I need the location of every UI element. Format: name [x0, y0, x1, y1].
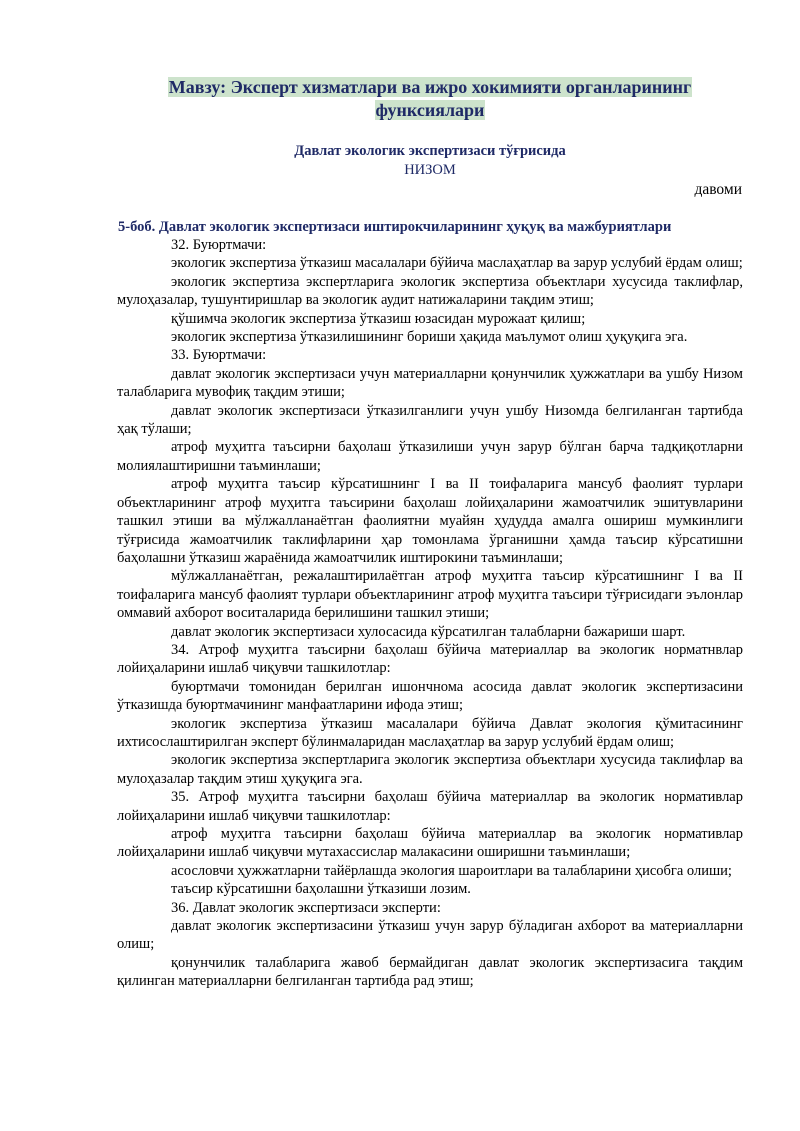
paragraph: давлат экологик экспертизаси учун материалларни қонунчилик ҳужжатлари ва ушбу Низом талабларига мувофиқ тақдим этиши; — [117, 365, 743, 401]
page-title — [60, 76, 800, 122]
paragraph: қўшимча экологик экспертиза ўтказиш юзасидан мурожаат қилиш; — [171, 310, 586, 327]
paragraph: экологик экспертиза ўтказилишининг бориши ҳақида маълумот олиш ҳуқуқига эга. — [171, 329, 688, 346]
paragraph: 33. Буюртмачи: — [171, 347, 267, 364]
paragraph: экологик экспертиза экспертларига экологик экспертиза объектлари хусусида таклифлар, мулоҳазалар, тушунтиришлар ва экологик аудит натижаларини тақдим этиш; — [117, 273, 743, 309]
title-line-2: функсиялари — [375, 100, 485, 120]
paragraph: қонунчилик талабларига жавоб бермайдиган давлат экологик экспертизасига тақдим қилинган материалларни белгиланган тартибда рад этиш; — [117, 954, 743, 990]
paragraph: 35. Атроф муҳитга таъсирни баҳолаш бўйича материаллар ва экологик нормативлар лойиҳаларини ишлаб чиқувчи ташкилотлар: — [117, 789, 743, 824]
document-body — [117, 236, 743, 991]
paragraph: давлат экологик экспертизасини ўтказиш учун зарур бўладиган ахборот ва материалларни олиш; — [117, 918, 743, 953]
paragraph: 32. Буюртмачи: — [171, 237, 267, 253]
continuation-label: давоми — [694, 181, 742, 198]
paragraph: атроф муҳитга таъсирни баҳолаш бўйича материаллар ва экологик нормативлар лойиҳаларини ишлаб чиқувчи мутахассислар малакасини оширишни таъминлаши; — [117, 826, 743, 861]
chapter-heading: 5-боб. Давлат экологик экспертизаси иштирокчиларининг ҳуқуқ ва мажбуриятлари — [118, 219, 672, 235]
paragraph: асословчи ҳужжатларни тайёрлашда экология шароитлари ва талабларини ҳисобга олиши; — [171, 862, 732, 879]
document-type: НИЗОМ — [404, 162, 456, 178]
paragraph: давлат экологик экспертизаси хулосасида кўрсатилган талабларни бажариши шарт. — [171, 623, 686, 640]
paragraph: таъсир кўрсатишни баҳолашни ўтказиши лозим. — [171, 881, 471, 898]
paragraph: экологик экспертиза ўтказиш масалалари бўйича маслаҳатлар ва зарур услубий ёрдам олиш; — [171, 255, 743, 272]
paragraph: атроф муҳитга таъсир кўрсатишнинг I ва II тоифаларига мансуб фаолият турлари объектларининг атроф муҳитга таъсирини баҳолаш лойиҳаларини жамоатчилик эшитувларини ташкил этиши ва мўлжалланаётган фаолиятни муайян ҳудудда амалга ошириш мумкинлиги тўғрисида жамоатчилик таклифларини ҳар томонлама ўрганишни ҳамда таъсир кўрсатишни баҳолашни ўтказиш жараёнида жамоатчилик иштирокини таъминлаши; — [117, 476, 743, 566]
paragraph: экологик экспертиза ўтказиш масалалари бўйича Давлат экология қўмитасининг ихтисослаштирилган эксперт бўлинмаларидан маслаҳатлар ва зарур услубий ёрдам олиш; — [117, 715, 743, 750]
paragraph: мўлжалланаётган, режалаштирилаётган атроф муҳитга таъсир кўрсатишнинг I ва II тоифаларига мансуб фаолият турлари объектларининг атроф муҳитга таъсири тўғрисидаги эълонлар оммавий ахборот воситаларида берилишини ташкил этиши; — [117, 568, 743, 622]
paragraph: давлат экологик экспертизаси ўтказилганлиги учун ушбу Низомда белгиланган тартибда ҳақ тўлаши; — [117, 402, 743, 438]
paragraph: буюртмачи томонидан берилган ишончнома асосида давлат экологик экспертизасини ўтказишда буюртмачининг манфаатларини ифода этиш; — [117, 678, 743, 714]
paragraph: экологик экспертиза экспертларига экологик экспертиза объектлари хусусида таклифлар ва мулоҳазалар тақдим этиш ҳуқуқига эга. — [117, 752, 743, 787]
document-subtitle: Давлат экологик экспертизаси тўғрисида — [294, 143, 566, 159]
paragraph: 36. Давлат экологик экспертизаси эксперти: — [171, 899, 441, 916]
paragraph: атроф муҳитга таъсирни баҳолаш ўтказилиши учун зарур бўлган барча тадқиқотларни молиялаштиришни таъминлаши; — [117, 439, 743, 474]
paragraph: 34. Атроф муҳитга таъсирни баҳолаш бўйича материаллар ва экологик норматнвлар лойиҳаларини ишлаб чиқувчи ташкилотлар: — [117, 641, 743, 677]
title-line-1: Мавзу: Эксперт хизматлари ва ижро хокимияти органларининг — [168, 77, 692, 97]
